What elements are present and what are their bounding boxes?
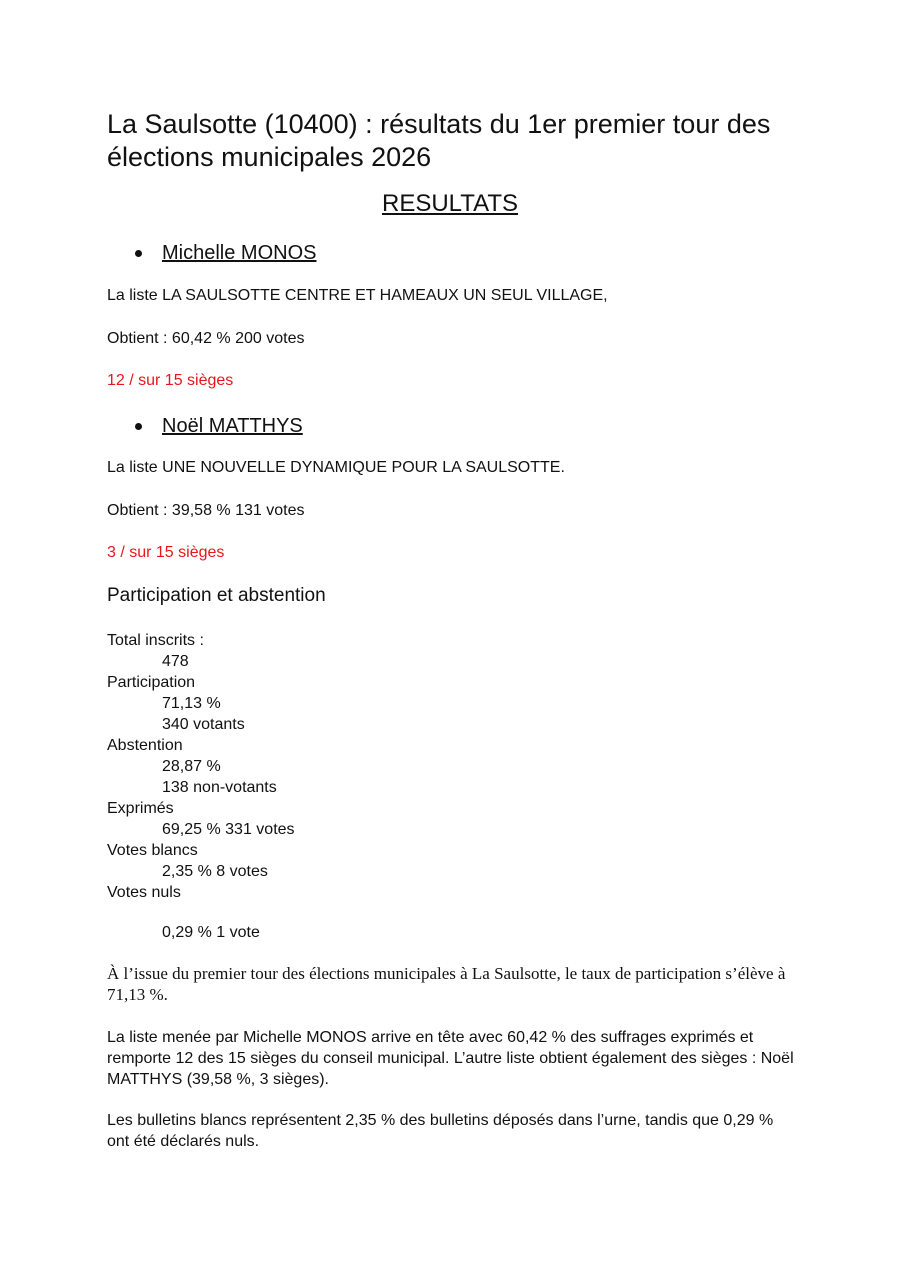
participation-pct: 71,13 % [162,695,221,712]
candidate-result: Obtient : 60,42 % 200 votes [107,330,305,347]
abstention-count: 138 non-votants [162,779,277,796]
abstention-pct: 28,87 % [162,758,221,775]
summary-paragraph-2: La liste menée par Michelle MONOS arrive en tête avec 60,42 % des suffrages exprimés et remporte 12 des 15 sièges du conseil municipal. L’autre liste obtient également des sièges : Noël MATTHYS (39,58 %, 3 sièges). [107,1029,794,1088]
exprimes-label: Exprimés [107,800,174,817]
bullet-icon [135,250,142,257]
participation-label: Participation [107,674,196,691]
abstention-label: Abstention [107,737,183,754]
candidate-name: Noël MATTHYS [162,415,303,437]
nuls-label: Votes nuls [107,884,181,901]
candidate-bullet [0,415,900,441]
participation-heading: Participation et abstention [107,585,326,606]
blancs-label: Votes blancs [107,842,198,859]
candidate-bullet [0,242,900,268]
exprimes-value: 69,25 % 331 votes [162,821,295,838]
bullet-icon [135,423,142,430]
total-label: Total inscrits : [107,632,204,649]
candidate-seats: 3 / sur 15 sièges [107,544,225,561]
summary-paragraph-3: Les bulletins blancs représentent 2,35 % des bulletins déposés dans l’urne, tandis que 0,29 % ont été déclarés nuls. [107,1112,774,1150]
summary-paragraph-1: À l’issue du premier tour des élections municipales à La Saulsotte, le taux de participation s’élève à 71,13 %. [107,964,786,1004]
candidate-list: La liste LA SAULSOTTE CENTRE ET HAMEAUX UN SEUL VILLAGE, [107,287,608,304]
page-title: La Saulsotte (10400) : résultats du 1er premier tour des élections municipales 2026 [107,109,771,172]
candidate-list: La liste UNE NOUVELLE DYNAMIQUE POUR LA SAULSOTTE. [107,459,565,476]
nuls-value: 0,29 % 1 vote [162,924,260,941]
candidate-seats: 12 / sur 15 sièges [107,372,234,389]
participation-votants: 340 votants [162,716,245,733]
blancs-value: 2,35 % 8 votes [162,863,268,880]
candidate-name: Michelle MONOS [162,242,317,264]
total-value: 478 [162,653,189,670]
results-heading: RESULTATS [381,190,519,217]
candidate-result: Obtient : 39,58 % 131 votes [107,502,305,519]
